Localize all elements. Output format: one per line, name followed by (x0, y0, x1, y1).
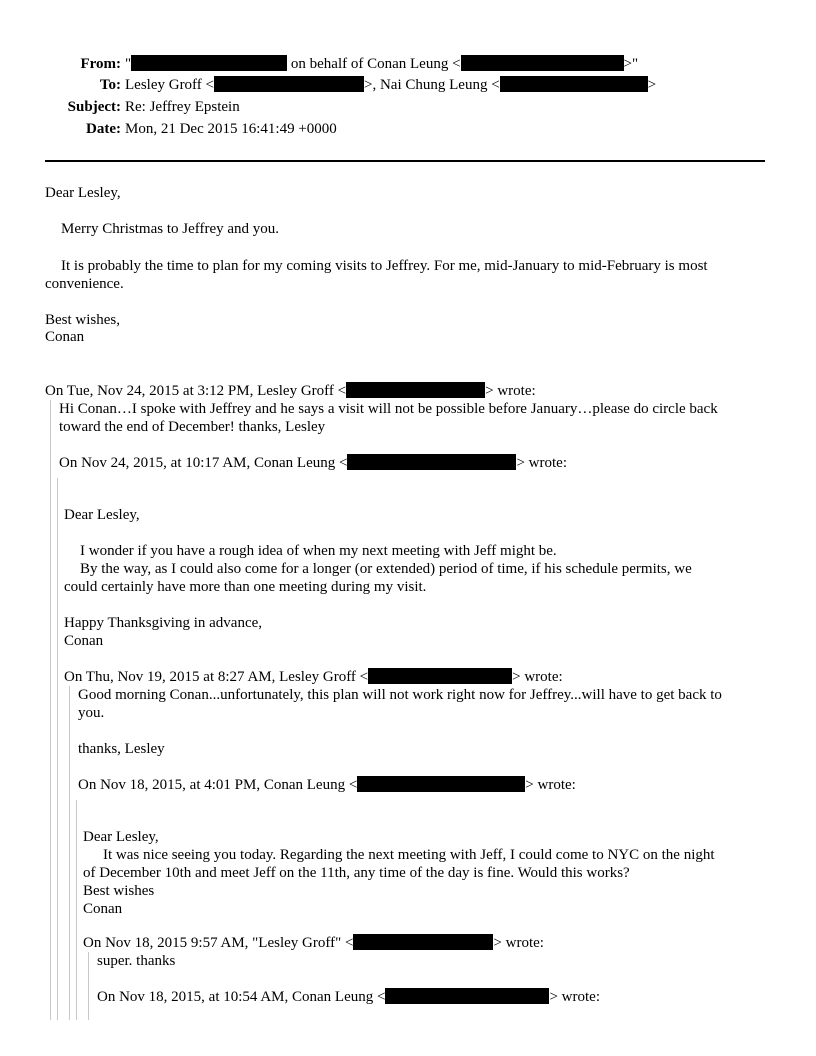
quote-thanks: thanks, Lesley (78, 741, 165, 757)
quote-line: you. (78, 705, 105, 721)
quote-attribution: On Nov 18, 2015, at 10:54 AM, Conan Leung < > wrote: (97, 989, 600, 1005)
header-divider (45, 160, 765, 162)
quote-bar (57, 478, 58, 1020)
quote-greeting: Dear Lesley, (64, 507, 140, 523)
message-greeting: Dear Lesley, (45, 185, 121, 201)
to-value: Lesley Groff < >, Nai Chung Leung < > (125, 77, 657, 93)
quote-bar (88, 952, 89, 1020)
to-row (0, 76, 816, 94)
quote-attribution: On Nov 18, 2015 9:57 AM, "Lesley Groff" < > wrote: (83, 935, 544, 951)
redaction-block (385, 988, 549, 1004)
quote-line: It was nice seeing you today. Regarding the next meeting with Jeff, I could come to NYC on the night (103, 847, 715, 863)
message-line: Merry Christmas to Jeffrey and you. (61, 221, 280, 237)
from-row (0, 55, 816, 73)
quote-bar (50, 400, 51, 1020)
quote-bar (76, 800, 77, 1020)
quote-closing: Happy Thanksgiving in advance, (64, 615, 263, 631)
quote-line: Hi Conan…I spoke with Jeffrey and he says a visit will not be possible before January…please do circle back (59, 401, 718, 417)
quote-signature: Conan (64, 633, 104, 649)
redaction-block (353, 934, 493, 950)
message-signature: Conan (45, 329, 85, 345)
redaction-block (368, 668, 512, 684)
quote-attribution: On Thu, Nov 19, 2015 at 8:27 AM, Lesley Groff < > wrote: (64, 669, 563, 685)
message-line: convenience. (45, 276, 124, 292)
subject-value: Re: Jeffrey Epstein (125, 99, 240, 115)
quote-signature: Conan (83, 901, 123, 917)
quote-line: By the way, as I could also come for a longer (or extended) period of time, if his schedule permits, we (80, 561, 692, 577)
quote-attribution: On Nov 24, 2015, at 10:17 AM, Conan Leung < > wrote: (59, 455, 567, 471)
date-label: Date: (86, 121, 121, 137)
subject-label: Subject: (67, 99, 121, 115)
date-row (0, 120, 816, 138)
message-line: It is probably the time to plan for my coming visits to Jeffrey. For me, mid-January to mid-February is most (61, 258, 708, 274)
quote-line: could certainly have more than one meeting during my visit. (64, 579, 427, 595)
quote-line: super. thanks (97, 953, 176, 969)
to-label: To: (99, 77, 121, 93)
date-value: Mon, 21 Dec 2015 16:41:49 +0000 (125, 121, 337, 137)
quote-line: Good morning Conan...unfortunately, this plan will not work right now for Jeffrey...will have to get back to (78, 687, 722, 703)
quote-closing: Best wishes (83, 883, 155, 899)
quote-bar (69, 686, 70, 1020)
redaction-block (131, 55, 287, 71)
subject-row (0, 98, 816, 116)
quote-line: of December 10th and meet Jeff on the 11th, any time of the day is fine. Would this works? (83, 865, 630, 881)
quote-greeting: Dear Lesley, (83, 829, 159, 845)
redaction-block (214, 76, 364, 92)
quote-line: toward the end of December! thanks, Lesley (59, 419, 326, 435)
from-label: From: (80, 56, 121, 72)
message-closing: Best wishes, (45, 312, 120, 328)
redaction-block (346, 382, 485, 398)
redaction-block (500, 76, 648, 92)
from-value: " on behalf of Conan Leung < >" (125, 56, 639, 72)
quote-attribution: On Nov 18, 2015, at 4:01 PM, Conan Leung < > wrote: (78, 777, 576, 793)
redaction-block (357, 776, 525, 792)
quote-attribution: On Tue, Nov 24, 2015 at 3:12 PM, Lesley Groff < > wrote: (45, 383, 536, 399)
redaction-block (347, 454, 516, 470)
redaction-block (461, 55, 624, 71)
quote-line: I wonder if you have a rough idea of when my next meeting with Jeff might be. (80, 543, 557, 559)
